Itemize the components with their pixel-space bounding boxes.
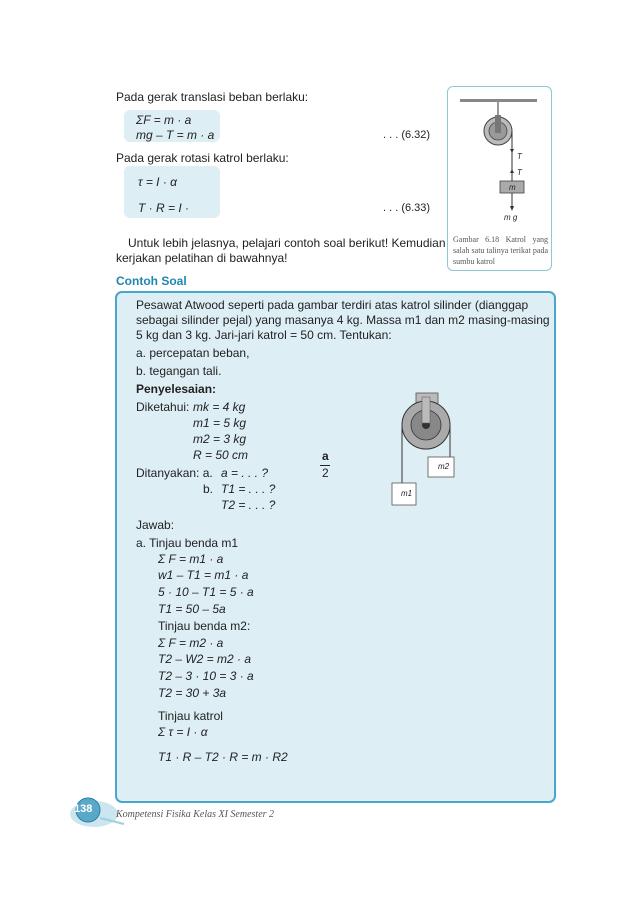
eq632-line1: ΣF = m · a — [136, 113, 192, 127]
step-6: T2 – W2 = m2 · a — [158, 652, 252, 666]
fig-label-T2: T — [517, 168, 522, 177]
page-number: 138 — [74, 803, 93, 815]
ask-b-label: b. — [203, 482, 214, 496]
problem-line3: 5 kg dan 3 kg. Jari-jari katrol = 50 cm. Tentukan: — [136, 328, 392, 342]
step-3: 5 · 10 – T1 = 5 · a — [158, 585, 254, 599]
step-5: Σ F = m2 · a — [158, 636, 224, 650]
atwood-label-m2: m2 — [438, 462, 450, 471]
eq633-number: . . . (6.33) — [383, 202, 431, 214]
step-7: T2 – 3 · 10 = 3 · a — [158, 669, 254, 683]
step-9: Σ τ = I · α — [158, 725, 208, 739]
item-a: a. percepatan beban, — [136, 346, 250, 360]
ceiling-bar — [460, 99, 537, 102]
weight-arrow — [510, 206, 514, 211]
item-b: b. tegangan tali. — [136, 364, 222, 378]
paragraph-line2: kerjakan pelatihan di bawahnya! — [116, 251, 288, 265]
ask-T1: T1 = . . . ? — [221, 482, 276, 496]
problem-line2: sebagai silinder pejal) yang masanya 4 kg. Massa m1 dan m2 masing-masing — [136, 313, 550, 327]
step-4: T1 = 50 – 5a — [158, 602, 226, 616]
pulley-axle — [495, 115, 501, 133]
step-1: Σ F = m1 · a — [158, 552, 224, 566]
jawab-label: Jawab: — [136, 518, 175, 532]
eq632-line2: mg – T = m · a — [136, 128, 215, 142]
figure-caption: Gambar 6.18 Katrol yang salah satu talinya terikat pada sumbu katrol — [453, 235, 548, 266]
problem-line1: Pesawat Atwood seperti pada gambar terdiri atas katrol silinder (dianggap — [136, 298, 529, 312]
tension-arrow-1 — [510, 149, 514, 153]
tension-arrow-2 — [510, 169, 514, 173]
tinjau-m1: a. Tinjau benda m1 — [136, 536, 239, 550]
fig-label-m: m — [509, 183, 516, 192]
tinjau-m2: Tinjau benda m2: — [158, 619, 251, 633]
given-mk: mk = 4 kg — [193, 400, 246, 414]
fraction-bottom: 2 — [322, 466, 329, 480]
contoh-soal-title: Contoh Soal — [116, 274, 187, 288]
translasi-text: Pada gerak translasi beban berlaku: — [116, 90, 309, 104]
fig-label-T1: T — [517, 152, 522, 161]
atwood-label-m1: m1 — [401, 489, 413, 498]
rotasi-text: Pada gerak rotasi katrol berlaku: — [116, 151, 289, 165]
book-title: Kompetensi Fisika Kelas XI Semester 2 — [116, 809, 275, 820]
ask-a: a = . . . ? — [221, 466, 269, 480]
eq632-number: . . . (6.32) — [383, 129, 431, 141]
tinjau-katrol: Tinjau katrol — [158, 709, 223, 723]
given-R: R = 50 cm — [193, 448, 249, 462]
diketahui-label: Diketahui: — [136, 400, 190, 414]
step-8: T2 = 30 + 3a — [158, 686, 227, 700]
given-m2: m2 = 3 kg — [193, 432, 247, 446]
step-10: T1 · R – T2 · R = m · R2 — [158, 750, 288, 764]
ask-T2: T2 = . . . ? — [221, 498, 276, 512]
pulley-diagram — [448, 87, 551, 237]
step-2: w1 – T1 = m1 · a — [158, 568, 249, 582]
ditanyakan-label: Ditanyakan: a. — [136, 466, 213, 480]
fig-label-mg: m g — [504, 213, 518, 222]
fraction-top: a — [322, 449, 329, 463]
paragraph-line1: Untuk lebih jelasnya, pelajari contoh soal berikut! Kemudian — [128, 236, 446, 250]
atwood-axle-rod — [422, 397, 430, 423]
eq633-line2: T · R = I · — [138, 201, 189, 215]
atwood-diagram — [380, 385, 490, 510]
eq633-line1: τ = I · α — [138, 175, 178, 189]
given-m1: m1 = 5 kg — [193, 416, 247, 430]
penyelesaian-label: Penyelesaian: — [136, 382, 217, 396]
